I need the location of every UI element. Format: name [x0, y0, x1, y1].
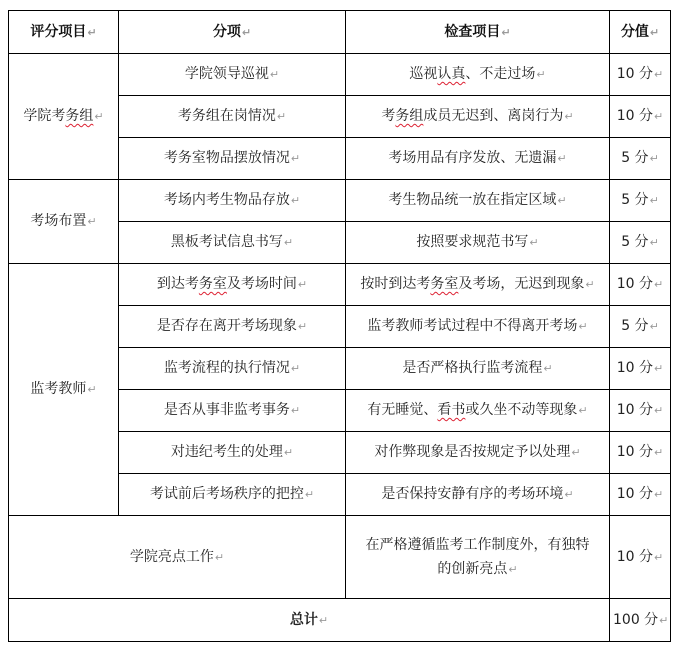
total-row: [9, 599, 671, 642]
score-cell: 10 分↵: [610, 390, 671, 432]
check-cell: 是否保持安静有序的考场环境↵: [346, 474, 610, 516]
item-cell: 是否从事非监考事务↵: [119, 390, 346, 432]
check-cell: 巡视认真、不走过场↵: [346, 54, 610, 96]
score-cell: 5 分↵: [610, 180, 671, 222]
header-category: 评分项目↵: [9, 11, 119, 54]
item-cell: 考务室物品摆放情况↵: [119, 138, 346, 180]
item-cell: 考试前后考场秩序的把控↵: [119, 474, 346, 516]
header-check: 检查项目↵: [346, 11, 610, 54]
item-cell: 到达考务室及考场时间↵: [119, 264, 346, 306]
score-cell: 5 分↵: [610, 306, 671, 348]
check-cell: 考场用品有序发放、无遗漏↵: [346, 138, 610, 180]
item-cell: 对违纪考生的处理↵: [119, 432, 346, 474]
category-cell: 监考教师↵: [9, 264, 119, 516]
item-cell: 监考流程的执行情况↵: [119, 348, 346, 390]
score-cell: 5 分↵: [610, 138, 671, 180]
table-row: [9, 180, 671, 222]
item-cell: 是否存在离开考场现象↵: [119, 306, 346, 348]
check-cell: 是否严格执行监考流程↵: [346, 348, 610, 390]
highlight-check-line1: 在严格遵循监考工作制度外，有独特: [365, 536, 590, 553]
score-cell: 10 分↵: [610, 96, 671, 138]
item-cell: 学院领导巡视↵: [119, 54, 346, 96]
check-cell: 按照要求规范书写↵: [346, 222, 610, 264]
table-row: [9, 264, 671, 306]
score-cell: 5 分↵: [610, 222, 671, 264]
header-item: 分项↵: [119, 11, 346, 54]
score-cell: 10 分↵: [610, 54, 671, 96]
table-row: [9, 54, 671, 96]
highlight-score-cell: 10 分↵: [610, 516, 671, 599]
category-cell: 考场布置↵: [9, 180, 119, 264]
check-cell: 考务组成员无迟到、离岗行为↵: [346, 96, 610, 138]
highlight-label-cell: 学院亮点工作↵: [9, 516, 346, 599]
header-score: 分值↵: [610, 11, 671, 54]
highlight-check-line2: 的创新亮点↵: [437, 560, 518, 577]
highlight-check-cell: [346, 516, 610, 599]
header-row: [9, 11, 671, 54]
total-label-cell: 总计↵: [9, 599, 610, 642]
score-cell: 10 分↵: [610, 474, 671, 516]
item-cell: 考场内考生物品存放↵: [119, 180, 346, 222]
check-cell: 监考教师考试过程中不得离开考场↵: [346, 306, 610, 348]
check-cell: 考生物品统一放在指定区域↵: [346, 180, 610, 222]
check-cell: 对作弊现象是否按规定予以处理↵: [346, 432, 610, 474]
highlight-row: [9, 516, 671, 599]
item-cell: 黑板考试信息书写↵: [119, 222, 346, 264]
score-cell: 10 分↵: [610, 432, 671, 474]
item-cell: 考务组在岗情况↵: [119, 96, 346, 138]
scoring-table: [8, 10, 671, 642]
total-score-cell: 100 分↵: [610, 599, 671, 642]
category-cell: 学院考务组↵: [9, 54, 119, 180]
score-cell: 10 分↵: [610, 264, 671, 306]
score-cell: 10 分↵: [610, 348, 671, 390]
check-cell: 按时到达考务室及考场，无迟到现象↵: [346, 264, 610, 306]
check-cell: 有无睡觉、看书或久坐不动等现象↵: [346, 390, 610, 432]
